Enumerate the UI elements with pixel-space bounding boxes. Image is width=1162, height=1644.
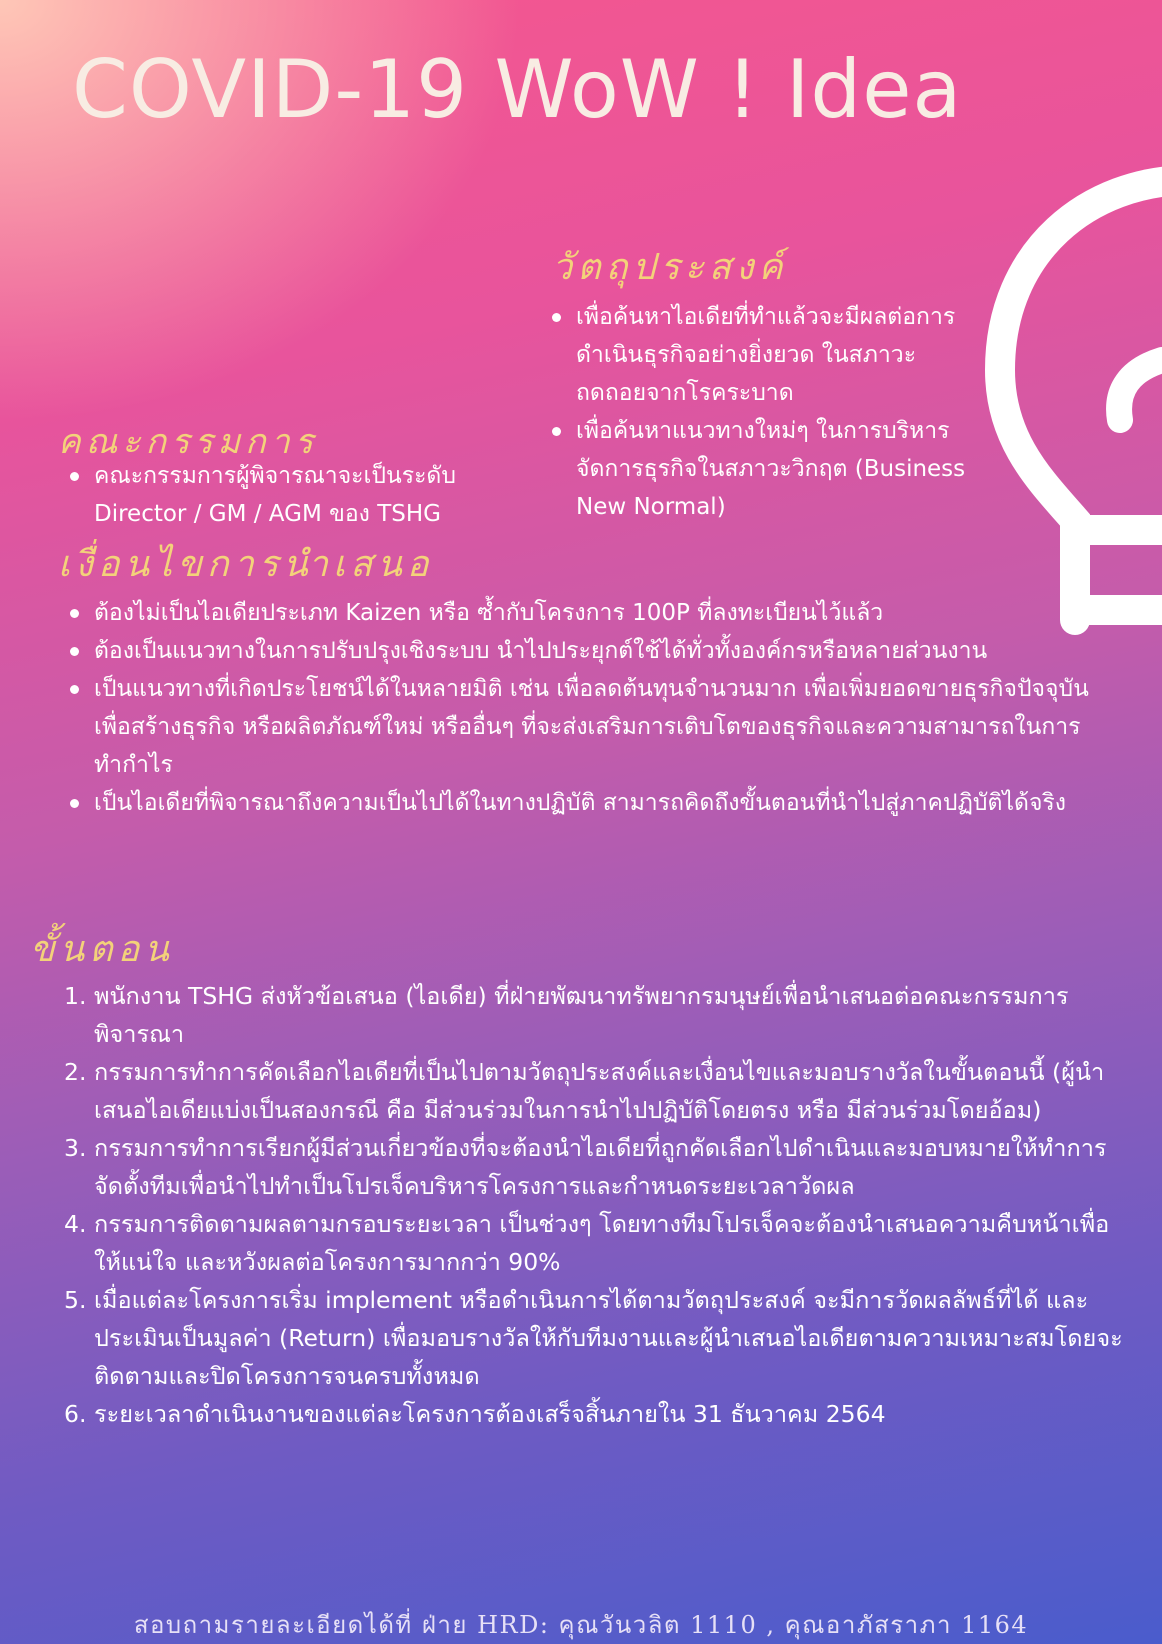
step-text: ระยะเวลาดำเนินงานของแต่ละโครงการต้องเสร็จสิ้นภายใน 31 ธันวาคม 2564: [94, 1400, 886, 1428]
step-item: [64, 1281, 1134, 1395]
step-number: 2.: [64, 1058, 87, 1086]
step-text: พนักงาน TSHG ส่งหัวข้อเสนอ (ไอเดีย) ที่ฝ่ายพัฒนาทรัพยากรมนุษย์เพื่อนำเสนอต่อคณะกรรมการพิจารณา: [94, 982, 1069, 1048]
step-number: 5.: [64, 1286, 87, 1314]
conditions-list: [64, 594, 1104, 822]
list-item: เป็นไอเดียที่พิจารณาถึงความเป็นไปได้ในทางปฏิบัติ สามารถคิดถึงขั้นตอนที่นำไปสู่ภาคปฏิบัติได้จริง: [64, 784, 1104, 822]
list-item: เป็นแนวทางที่เกิดประโยชน์ได้ในหลายมิติ เช่น เพื่อลดต้นทุนจำนวนมาก เพื่อเพิ่มยอดขายธุรกิจปัจจุบันเพื่อสร้างธุรกิจ หรือผลิตภัณฑ์ใหม่ หรืออื่นๆ ที่จะส่งเสริมการเติบโตของธุรกิจและความสามารถในการทำกำไร: [64, 670, 1104, 784]
list-item: เพื่อค้นหาแนวทางใหม่ๆ ในการบริหารจัดการธุรกิจในสภาวะวิกฤต (Business New Normal): [546, 412, 976, 526]
objective-list: [546, 298, 976, 526]
committee-list: [64, 457, 544, 533]
list-item: ต้องเป็นแนวทางในการปรับปรุงเชิงระบบ นำไปประยุกต์ใช้ได้ทั่วทั้งองค์กรหรือหลายส่วนงาน: [64, 632, 1104, 670]
step-text: กรรมการทำการคัดเลือกไอเดียที่เป็นไปตามวัตถุประสงค์และเงื่อนไขและมอบรางวัลในขั้นตอนนี้ (ผู้นำเสนอไอเดียแบ่งเป็นสองกรณี คือ มีส่วนร่วมในการนำไปปฏิบัติโดยตรง หรือ มีส่วนร่วมโดยอ้อม): [94, 1058, 1105, 1124]
conditions-heading: เงื่อนไขการนำเสนอ: [58, 544, 434, 585]
step-number: 4.: [64, 1210, 87, 1238]
step-item: [64, 1129, 1134, 1205]
step-text: กรรมการติดตามผลตามกรอบระยะเวลา เป็นช่วงๆ โดยทางทีมโปรเจ็คจะต้องนำเสนอความคืบหน้าเพื่อให้แน่ใจ และหวังผลต่อโครงการมากกว่า 90%: [94, 1210, 1110, 1276]
list-item: เพื่อค้นหาไอเดียที่ทำแล้วจะมีผลต่อการดำเนินธุรกิจอย่างยิ่งยวด ในสภาวะถดถอยจากโรคระบาด: [546, 298, 976, 412]
contact-footer: สอบถามรายละเอียดได้ที่ ฝ่าย HRD: คุณวันวลิต 1110 , คุณอาภัสราภา 1164: [133, 1611, 1029, 1639]
step-text: เมื่อแต่ละโครงการเริ่ม implement หรือดำเนินการได้ตามวัตถุประสงค์ จะมีการวัดผลลัพธ์ที่ได้ และประเมินเป็นมูลค่า (Return) เพื่อมอบรางวัลให้กับทีมงานและผู้นำเสนอไอเดียตามความเหมาะสมโดยจะติดตามและปิดโครงการจนครบทั้งหมด: [94, 1286, 1123, 1390]
step-number: 6.: [64, 1400, 87, 1428]
page-title: COVID-19 WoW ! Idea: [72, 43, 963, 136]
step-item: [64, 977, 1134, 1053]
steps-list: [64, 977, 1134, 1433]
steps-heading: ขั้นตอน: [30, 929, 174, 970]
step-text: กรรมการทำการเรียกผู้มีส่วนเกี่ยวข้องที่จะต้องนำไอเดียที่ถูกคัดเลือกไปดำเนินและมอบหมายให้ทำการจัดตั้งทีมเพื่อนำไปทำเป็นโปรเจ็คบริหารโครงการและกำหนดระยะเวลาวัดผล: [94, 1134, 1107, 1200]
step-item: [64, 1395, 1134, 1433]
step-number: 3.: [64, 1134, 87, 1162]
step-item: [64, 1205, 1134, 1281]
step-item: [64, 1053, 1134, 1129]
lightbulb-icon: [980, 140, 1162, 660]
committee-heading: คณะกรรมการ: [58, 422, 319, 462]
step-number: 1.: [64, 982, 87, 1010]
objective-heading: วัตถุประสงค์: [552, 247, 788, 288]
list-item: ต้องไม่เป็นไอเดียประเภท Kaizen หรือ ซ้ำกับโครงการ 100P ที่ลงทะเบียนไว้แล้ว: [64, 594, 1104, 632]
list-item: คณะกรรมการผู้พิจารณาจะเป็นระดับ Director / GM / AGM ของ TSHG: [64, 457, 544, 533]
